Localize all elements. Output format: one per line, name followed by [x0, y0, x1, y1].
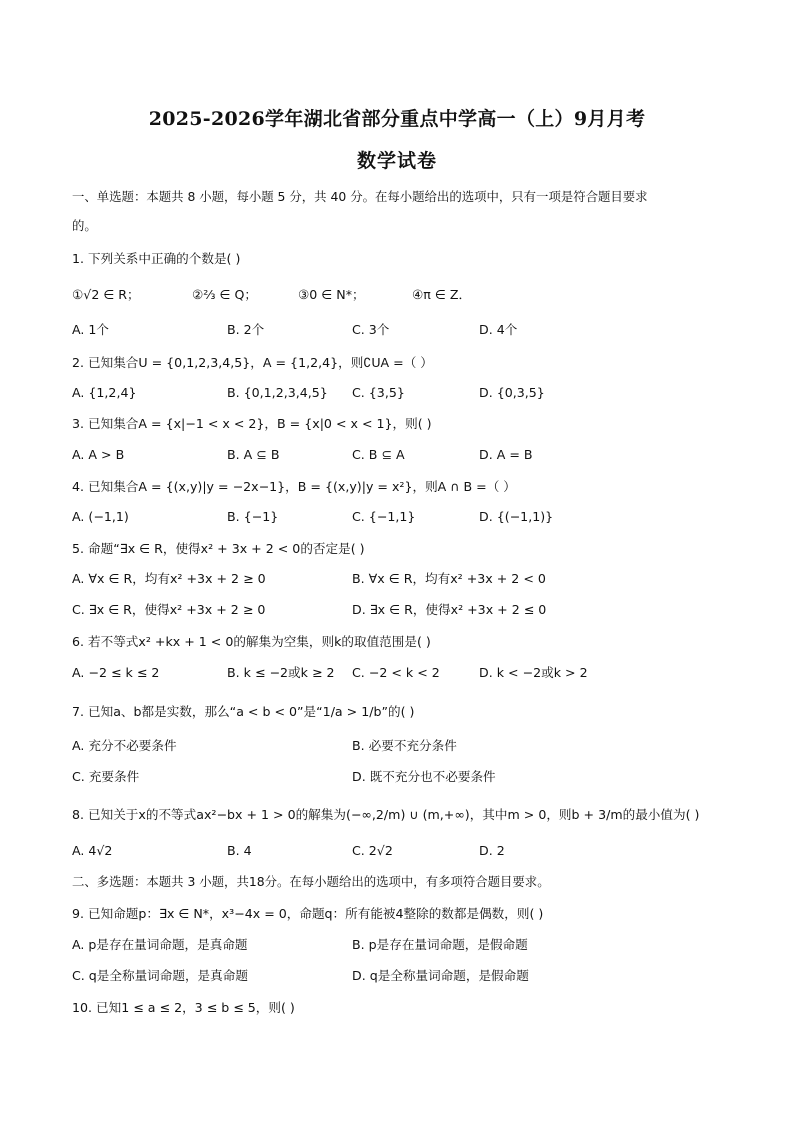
q5-option-d: D. ∃x ∈ R，使得x² +3x + 2 ≤ 0 — [352, 602, 547, 617]
q2-option-d: D. {0,3,5} — [479, 385, 545, 400]
q2-option-c: C. {3,5} — [352, 385, 405, 400]
q10-stem: 10. 已知1 ≤ a ≤ 2，3 ≤ b ≤ 5，则( ) — [72, 1000, 295, 1015]
q1-item-1: ①√2 ∈ R； — [72, 287, 140, 302]
exam-title: 2025-2026学年湖北省部分重点中学高一（上）9月月考 — [148, 108, 646, 130]
q7-option-d: D. 既不充分也不必要条件 — [352, 769, 496, 784]
q1-item-2: ②⅔ ∈ Q； — [192, 287, 257, 302]
q2-stem: 2. 已知集合U = {0,1,2,3,4,5}，A = {1,2,4}，则∁UA =（ ） — [72, 355, 433, 370]
q6-option-b: B. k ≤ −2或k ≥ 2 — [227, 665, 335, 680]
section1-intro: 一、单选题：本题共 8 小题，每小题 5 分，共 40 分。在每小题给出的选项中，只有一项是符合题目要求 — [72, 189, 648, 204]
q1-stem: 1. 下列关系中正确的个数是( ) — [72, 251, 241, 266]
q6-option-a: A. −2 ≤ k ≤ 2 — [72, 665, 160, 680]
q3-option-a: A. A > B — [72, 447, 125, 462]
q1-option-b: B. 2个 — [227, 322, 265, 337]
q2-option-a: A. {1,2,4} — [72, 385, 137, 400]
q3-option-c: C. B ⊆ A — [352, 447, 405, 462]
q9-stem: 9. 已知命题p：∃x ∈ N*，x³−4x = 0，命题q：所有能被4整除的数都是偶数，则( ) — [72, 906, 544, 921]
q9-option-c: C. q是全称量词命题，是真命题 — [72, 968, 248, 983]
q1-item-3: ③0 ∈ N*； — [298, 287, 365, 302]
q3-option-b: B. A ⊆ B — [227, 447, 280, 462]
q5-option-b: B. ∀x ∈ R，均有x² +3x + 2 < 0 — [352, 571, 546, 586]
q6-option-d: D. k < −2或k > 2 — [479, 665, 588, 680]
q1-item-4: ④π ∈ Z． — [412, 287, 472, 302]
section1-intro-cont: 的。 — [72, 218, 97, 233]
q7-option-a: A. 充分不必要条件 — [72, 738, 177, 753]
q7-stem: 7. 已知a、b都是实数，那么“a < b < 0”是“1/a > 1/b”的( ) — [72, 704, 415, 719]
q3-option-d: D. A = B — [479, 447, 533, 462]
q1-option-c: C. 3个 — [352, 322, 390, 337]
q8-option-a: A. 4√2 — [72, 843, 113, 858]
q2-option-b: B. {0,1,2,3,4,5} — [227, 385, 328, 400]
q8-option-d: D. 2 — [479, 843, 505, 858]
q5-stem: 5. 命题“∃x ∈ R，使得x² + 3x + 2 < 0的否定是( ) — [72, 541, 365, 556]
q4-option-c: C. {−1,1} — [352, 509, 416, 524]
q4-option-a: A. (−1,1) — [72, 509, 129, 524]
q8-option-c: C. 2√2 — [352, 843, 393, 858]
q6-stem: 6. 若不等式x² +kx + 1 < 0的解集为空集，则k的取值范围是( ) — [72, 634, 431, 649]
q4-option-d: D. {(−1,1)} — [479, 509, 554, 524]
q8-stem: 8. 已知关于x的不等式ax²−bx + 1 > 0的解集为(−∞,2/m) ∪ (m,+∞)，其中m > 0，则b + 3/m的最小值为( ) — [72, 807, 700, 822]
q9-option-b: B. p是存在量词命题，是假命题 — [352, 937, 528, 952]
q5-option-c: C. ∃x ∈ R，使得x² +3x + 2 ≥ 0 — [72, 602, 266, 617]
q7-option-c: C. 充要条件 — [72, 769, 140, 784]
q1-option-d: D. 4个 — [479, 322, 518, 337]
q3-stem: 3. 已知集合A = {x|−1 < x < 2}，B = {x|0 < x < 1}，则( ) — [72, 416, 432, 431]
q7-option-b: B. 必要不充分条件 — [352, 738, 457, 753]
q4-stem: 4. 已知集合A = {(x,y)|y = −2x−1}，B = {(x,y)|y = x²}，则A ∩ B =（ ） — [72, 479, 516, 494]
q6-option-c: C. −2 < k < 2 — [352, 665, 440, 680]
q1-option-a: A. 1个 — [72, 322, 110, 337]
q9-option-a: A. p是存在量词命题，是真命题 — [72, 937, 248, 952]
q5-option-a: A. ∀x ∈ R，均有x² +3x + 2 ≥ 0 — [72, 571, 266, 586]
exam-subtitle: 数学试卷 — [356, 150, 437, 172]
q8-option-b: B. 4 — [227, 843, 252, 858]
q4-option-b: B. {−1} — [227, 509, 279, 524]
section2-intro: 二、多选题：本题共 3 小题，共18分。在每小题给出的选项中，有多项符合题目要求。 — [72, 874, 550, 889]
q9-option-d: D. q是全称量词命题，是假命题 — [352, 968, 529, 983]
